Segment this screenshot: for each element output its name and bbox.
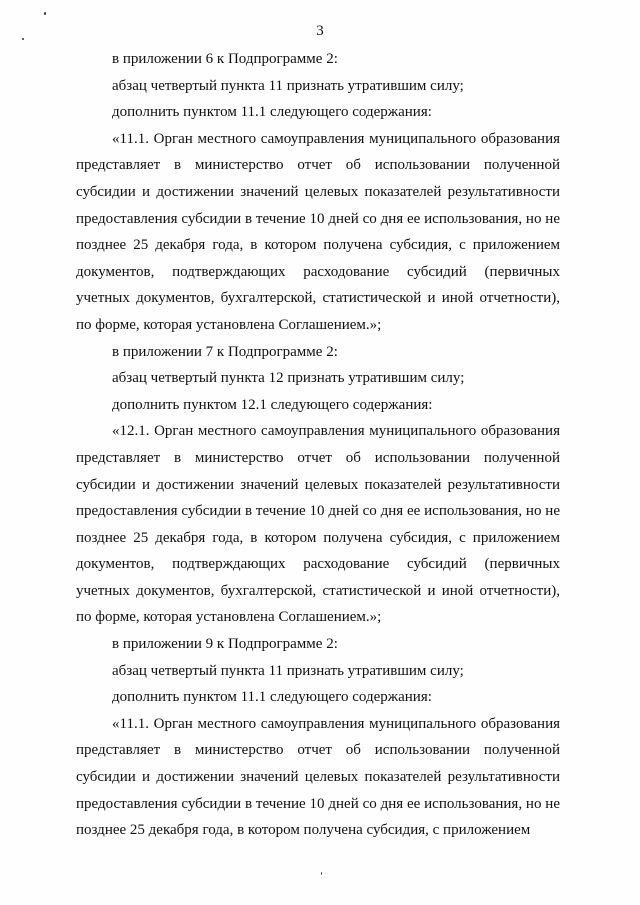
paragraph: в приложении 9 к Подпрограмме 2:	[112, 636, 338, 653]
scan-speck	[44, 12, 46, 15]
paragraph: абзац четвертый пункта 11 признать утратившим силу;	[112, 662, 464, 679]
paragraph: дополнить пунктом 11.1 следующего содержания:	[112, 104, 432, 121]
paragraph: абзац четвертый пункта 12 признать утратившим силу;	[112, 370, 465, 387]
paragraph: абзац четвертый пункта 11 признать утратившим силу;	[112, 77, 464, 94]
scan-speck	[321, 872, 322, 875]
paragraph: дополнить пунктом 11.1 следующего содержания:	[112, 689, 432, 706]
paragraph: «11.1. Орган местного самоуправления муниципального образования представляет в министерство отчет об использовании полученной субсидии и достижении значений целевых показателей результативности предоставления субсидии в течение 10 дней со дня ее использования, но не позднее 25 декабря года, в котором получена субсидия, с приложением документов, подтверждающих расходование субсидий (первичных учетных документов, бухгалтерской, статистической и иной отчетности), по форме, которая установлена Соглашением.»;	[76, 130, 560, 333]
paragraph: «11.1. Орган местного самоуправления муниципального образования представляет в министерство отчет об использовании полученной субсидии и достижении значений целевых показателей результативности предоставления субсидии в течение 10 дней со дня ее использования, но не позднее 25 декабря года, в котором получена субсидия, с приложением	[76, 715, 560, 839]
paragraph: в приложении 6 к Подпрограмме 2:	[112, 51, 338, 67]
paragraph: дополнить пунктом 12.1 следующего содержания:	[112, 396, 433, 413]
document-body	[76, 46, 560, 844]
paragraph: «12.1. Орган местного самоуправления муниципального образования представляет в министерство отчет об использовании полученной субсидии и достижении значений целевых показателей результативности предоставления субсидии в течение 10 дней со дня ее использования, но не позднее 25 декабря года, в котором получена субсидия, с приложением документов, подтверждающих расходование субсидий (первичных учетных документов, бухгалтерской, статистической и иной отчетности), по форме, которая установлена Соглашением.»;	[76, 423, 560, 626]
page-number: 3	[316, 23, 324, 39]
paragraph: в приложении 7 к Подпрограмме 2:	[112, 343, 338, 360]
